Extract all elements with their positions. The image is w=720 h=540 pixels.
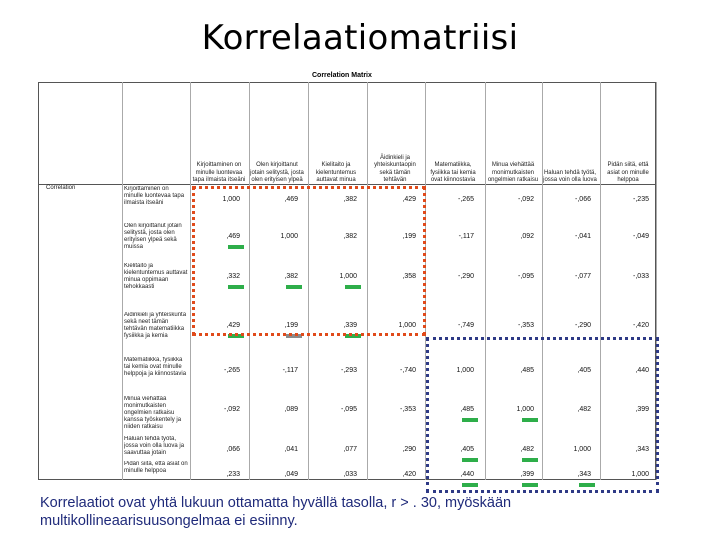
matrix-cell: -,092 xyxy=(224,406,240,413)
matrix-cell: -,740 xyxy=(400,367,416,374)
matrix-cell: ,482 xyxy=(577,406,591,413)
row-label: Matematiikka, fysiikka tai kemia ovat minulle helppoja ja kiinnostavia xyxy=(124,357,187,377)
column-header: Minua viehättää monimutkaisten ongelmien ratkaisu xyxy=(487,162,539,183)
matrix-cell: 1,000 xyxy=(631,471,649,478)
matrix-cell: ,041 xyxy=(284,446,298,453)
matrix-cell: ,420 xyxy=(402,471,416,478)
matrix-cell: ,199 xyxy=(284,322,298,329)
matrix-cell: ,066 xyxy=(226,446,240,453)
matrix-cell: ,485 xyxy=(520,367,534,374)
matrix-cell: -,293 xyxy=(341,367,357,374)
matrix-cell: ,077 xyxy=(343,446,357,453)
slide-title: Korrelaatiomatriisi xyxy=(201,18,519,58)
column-header: Kirjoittaminen on minulle luontevaa tapa ilmaista itseäni xyxy=(192,162,246,183)
matrix-cell: -,290 xyxy=(458,273,474,280)
matrix-cell: -,041 xyxy=(575,233,591,240)
matrix-cell: 1,000 xyxy=(398,322,416,329)
matrix-cell: 1,000 xyxy=(456,367,474,374)
matrix-cell: ,382 xyxy=(284,273,298,280)
matrix-cell: ,399 xyxy=(635,406,649,413)
column-header: Olen kirjoittanut jotain selitystä, josta olen erityisen ylpeä xyxy=(250,162,304,183)
matrix-cell: ,469 xyxy=(226,233,240,240)
column-header: Matematiikka, fysiikka tai kemia ovat kiinnostavia xyxy=(430,162,476,183)
matrix-cell: -,235 xyxy=(633,196,649,203)
matrix-cell: ,440 xyxy=(460,471,474,478)
matrix-cell: ,033 xyxy=(343,471,357,478)
row-label: Haluan tehdä työtä, jossa voin olla luova ja saavuttaa jotain xyxy=(124,436,185,456)
matrix-cell: ,199 xyxy=(402,233,416,240)
matrix-cell: -,420 xyxy=(633,322,649,329)
matrix-cell: ,343 xyxy=(577,471,591,478)
column-header: Kielitaito ja kielentuntemus auttavat minua xyxy=(315,162,357,183)
matrix-cell: 1,000 xyxy=(516,406,534,413)
matrix-cell: ,482 xyxy=(520,446,534,453)
matrix-cell: ,089 xyxy=(284,406,298,413)
matrix-cell: ,290 xyxy=(402,446,416,453)
matrix-cell: ,382 xyxy=(343,233,357,240)
matrix-cell: -,066 xyxy=(575,196,591,203)
matrix-cell: -,092 xyxy=(518,196,534,203)
matrix-cell: ,429 xyxy=(402,196,416,203)
matrix-cell: ,339 xyxy=(343,322,357,329)
matrix-cell: -,265 xyxy=(224,367,240,374)
matrix-cell: -,265 xyxy=(458,196,474,203)
matrix-cell: ,469 xyxy=(284,196,298,203)
matrix-cell: -,049 xyxy=(633,233,649,240)
column-separator xyxy=(122,82,123,480)
matrix-cell: ,049 xyxy=(284,471,298,478)
matrix-cell: -,095 xyxy=(518,273,534,280)
matrix-cell: 1,000 xyxy=(339,273,357,280)
matrix-cell: -,117 xyxy=(282,367,298,374)
red-highlight-box xyxy=(192,186,426,336)
column-header: Pidän siitä, että asiat on minulle helppoa xyxy=(607,162,649,183)
row-label: Pidän siitä, että asiat on minulle helppoa xyxy=(124,461,188,474)
matrix-cell: -,095 xyxy=(341,406,357,413)
header-divider xyxy=(38,184,656,185)
matrix-cell: ,399 xyxy=(520,471,534,478)
row-label: Äidinkieli ja yhteiskunta sekä neet tämän tehtävän matematiikka fysiikka ja kemia xyxy=(124,312,187,339)
blue-highlight-box xyxy=(426,337,659,493)
matrix-cell: 1,000 xyxy=(573,446,591,453)
column-header: Haluan tehdä työtä, jossa voin olla luova xyxy=(543,169,597,183)
matrix-title: Correlation Matrix xyxy=(312,72,372,79)
correlation-label: Correlation xyxy=(46,185,76,191)
matrix-cell: ,343 xyxy=(635,446,649,453)
row-label: Minua viehättää monimutkaisten ongelmien ratkaisu kanssa työskentely ja niiden ratkaisu xyxy=(124,396,182,430)
matrix-cell: ,332 xyxy=(226,273,240,280)
matrix-cell: -,117 xyxy=(458,233,474,240)
matrix-cell: ,233 xyxy=(226,471,240,478)
matrix-cell: ,358 xyxy=(402,273,416,280)
column-header: Äidinkieli ja yhteiskuntaopin sekä tämän tehtävän xyxy=(374,155,416,183)
matrix-cell: ,382 xyxy=(343,196,357,203)
matrix-cell: ,440 xyxy=(635,367,649,374)
matrix-cell: 1,000 xyxy=(222,196,240,203)
matrix-cell: ,092 xyxy=(520,233,534,240)
matrix-cell: ,485 xyxy=(460,406,474,413)
row-label: Olen kirjoittanut jotain selitystä, josta olen erityisen ylpeä sekä muissa xyxy=(124,223,182,250)
matrix-cell: -,077 xyxy=(575,273,591,280)
matrix-cell: ,405 xyxy=(577,367,591,374)
matrix-cell: ,405 xyxy=(460,446,474,453)
matrix-cell: 1,000 xyxy=(280,233,298,240)
matrix-cell: -,033 xyxy=(633,273,649,280)
matrix-cell: -,749 xyxy=(458,322,474,329)
matrix-cell: ,429 xyxy=(226,322,240,329)
matrix-cell: -,290 xyxy=(575,322,591,329)
matrix-cell: -,353 xyxy=(518,322,534,329)
row-label: Kirjoittaminen on minulle luontevaa tapa ilmaista itseäni xyxy=(124,186,185,206)
caption-text: Korrelaatiot ovat yhtä lukuun ottamatta hyvällä tasolla, r > . 30, myöskään multikollineaarisuusongelmaa ei esiinny. xyxy=(40,495,512,529)
row-label: Kielitaito ja kielentuntemus auttavat minua oppimaan tehokkaasti xyxy=(124,263,188,290)
column-separator xyxy=(190,82,191,480)
matrix-cell: -,353 xyxy=(400,406,416,413)
